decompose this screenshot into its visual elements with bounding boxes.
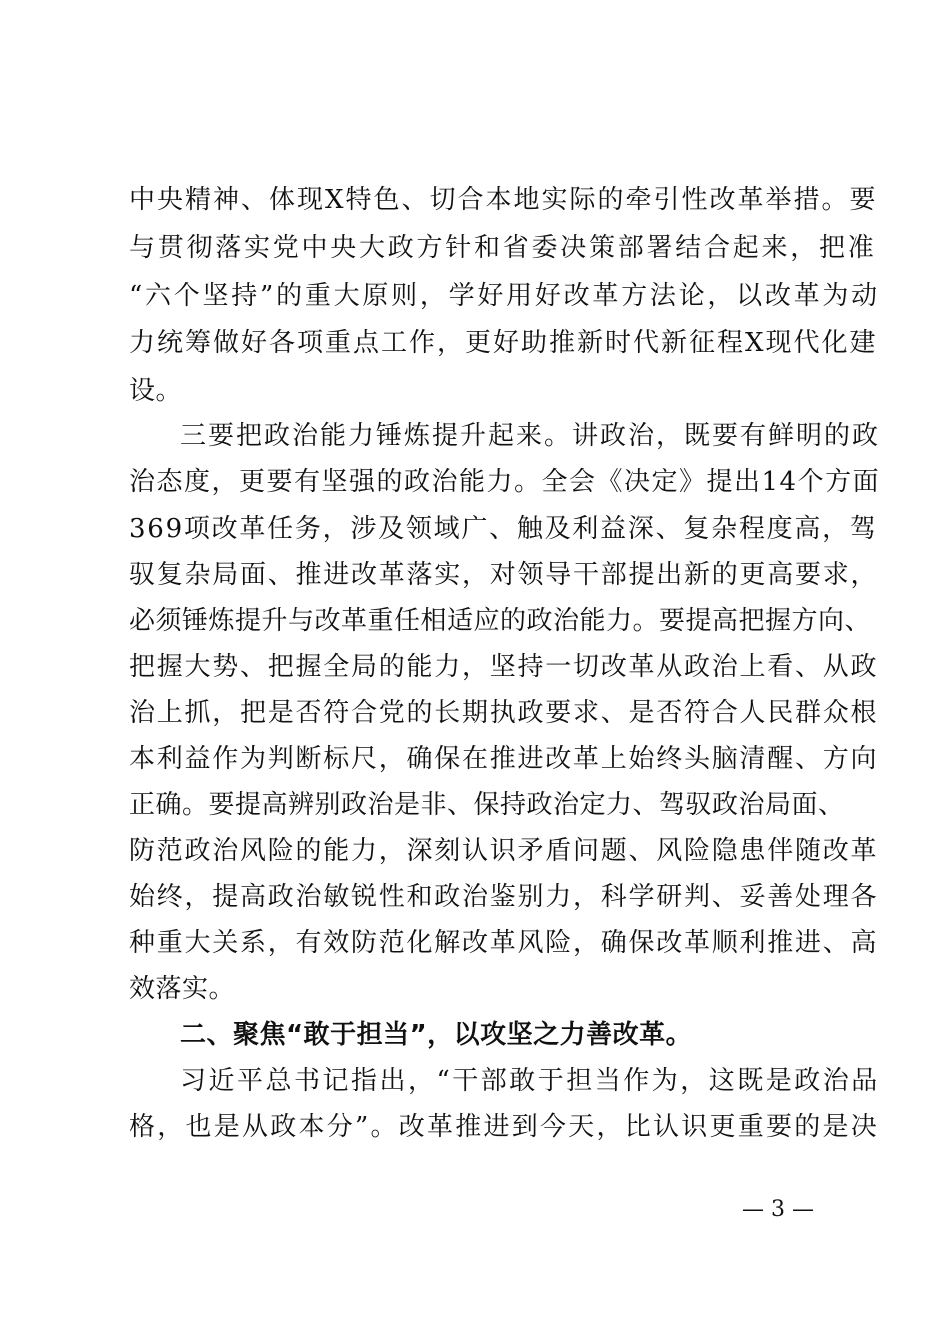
paragraph-2-line-4: 驭复杂局面、推进改革落实，对领导干部提出新的更高要求，: [129, 560, 879, 590]
paragraph-3-line-2: 格，也是从政本分”。改革推进到今天，比认识更重要的是决: [129, 1112, 880, 1142]
paragraph-2-line-11: 始终，提高政治敏锐性和政治鉴别力，科学研判、妥善处理各: [129, 882, 879, 912]
paragraph-2-line-12: 种重大关系，有效防范化解改革风险，确保改革顺利推进、高: [129, 928, 879, 958]
paragraph-2-line-13: 效落实。: [129, 974, 236, 1004]
paragraph-2-line-1: 三要把政治能力锤炼提升起来。讲政治，既要有鲜明的政: [180, 421, 881, 451]
paragraph-2-line-8: 本利益作为判断标尺，确保在推进改革上始终头脑清醒、方向: [129, 744, 879, 774]
paragraph-1-line-1: 中央精神、体现X特色、切合本地实际的牵引性改革举措。要: [129, 185, 878, 215]
paragraph-2-line-9: 正确。要提高辨别政治是非、保持政治定力、驾驭政治局面、: [129, 790, 845, 820]
paragraph-1-line-2: 与贯彻落实党中央大政方针和省委决策部署结合起来，把准: [129, 233, 877, 263]
section-heading-2: 二、聚焦“敢于担当”，以攻坚之力善改革。: [180, 1020, 693, 1050]
paragraph-3-line-1: 习近平总书记指出，“干部敢于担当作为，这既是政治品: [180, 1066, 880, 1096]
paragraph-2-line-3: 369项改革任务，涉及领域广、触及利益深、复杂程度高，驾: [129, 514, 878, 544]
paragraph-2-line-6: 把握大势、把握全局的能力，坚持一切改革从政治上看、从政: [129, 652, 879, 682]
paragraph-2-line-7: 治上抓，把是否符合党的长期执政要求、是否符合人民群众根: [129, 698, 879, 728]
paragraph-1-line-5: 设。: [129, 376, 183, 406]
page-number: — 3 —: [742, 1197, 814, 1222]
paragraph-1-line-4: 力统筹做好各项重点工作，更好助推新时代新征程X现代化建: [129, 328, 878, 358]
paragraph-2-line-10: 防范政治风险的能力，深刻认识矛盾问题、风险隐患伴随改革: [129, 836, 879, 866]
paragraph-1-line-3: “六个坚持”的重大原则，学好用好改革方法论，以改革为动: [129, 281, 880, 311]
paragraph-2-line-5: 必须锤炼提升与改革重任相适应的政治能力。要提高把握方向、: [129, 606, 872, 636]
paragraph-2-line-2: 治态度，更要有坚强的政治能力。全会《决定》提出14个方面: [129, 467, 881, 497]
